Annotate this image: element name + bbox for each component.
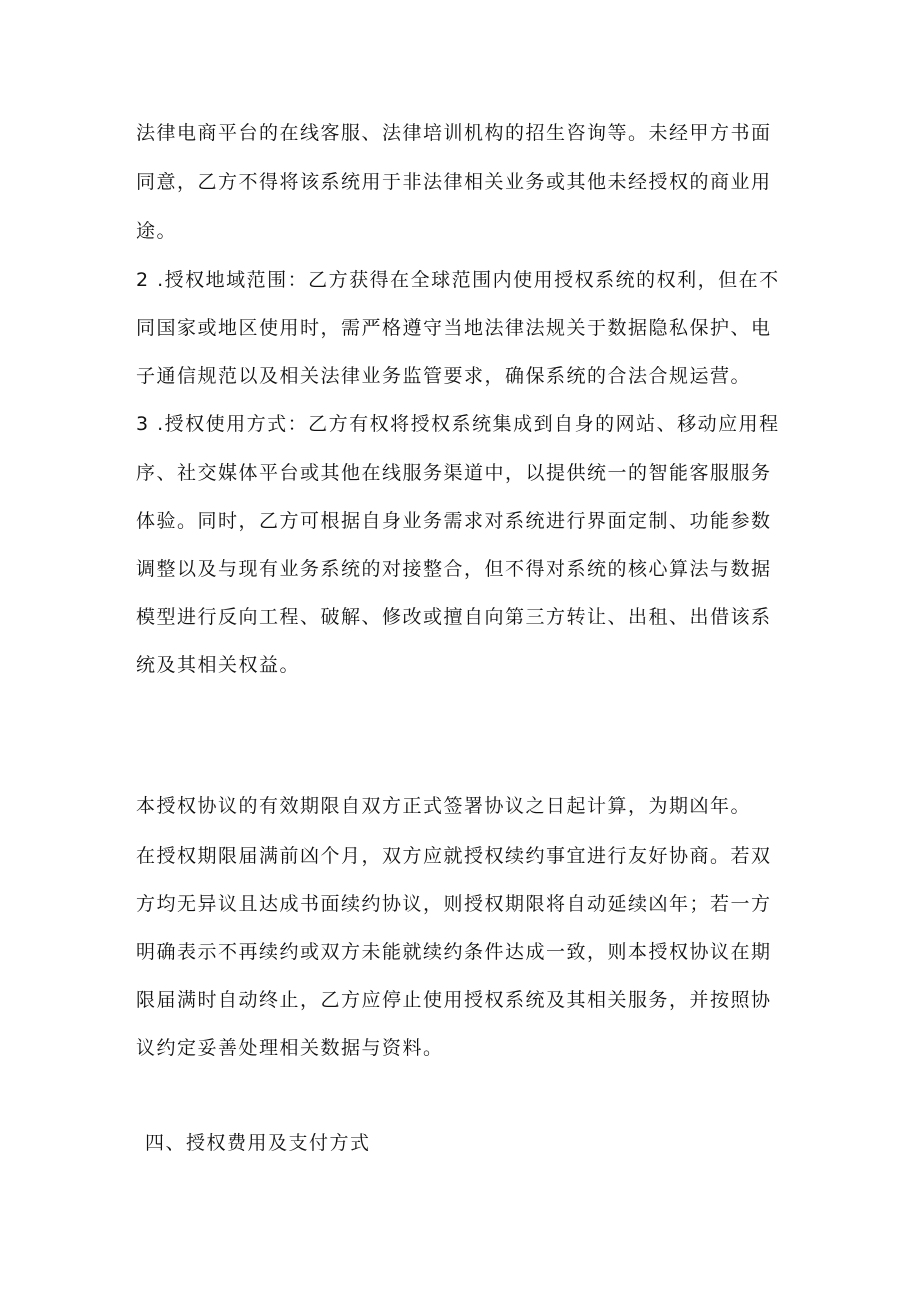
term-line-2: 在授权期限届满前凶个月，双方应就授权续约事宜进行友好协商。若双 <box>136 845 772 867</box>
clause-2-line-3: 子通信规范以及相关法律业务监管要求，确保系统的合法合规运营。 <box>136 365 752 387</box>
term-line-3: 方均无异议且达成书面续约协议，则授权期限将自动延续凶年；若一方 <box>136 893 772 915</box>
clause-3-line-6: 统及其相关权益。 <box>136 654 301 676</box>
clause-3-line-3: 体验。同时，乙方可根据自身业务需求对系统进行界面定制、功能参数 <box>136 510 772 532</box>
term-line-4: 明确表示不再续约或双方未能就续约条件达成一致，则本授权协议在期 <box>136 941 772 963</box>
clause-3-line-2: 序、社交媒体平台或其他在线服务渠道中，以提供统一的智能客服服务 <box>136 462 772 484</box>
clause-3-line-5: 模型进行反向工程、破解、修改或擅自向第三方转让、出租、出借该系 <box>136 606 772 628</box>
term-line-6: 议约定妥善处理相关数据与资料。 <box>136 1037 444 1059</box>
clause-3-line-4: 调整以及与现有业务系统的对接整合，但不得对系统的核心算法与数据 <box>136 558 772 580</box>
scope-line-3: 途。 <box>136 220 178 242</box>
scope-line-2: 同意，乙方不得将该系统用于非法律相关业务或其他未经授权的商业用 <box>136 171 772 193</box>
term-line-5: 限届满时自动终止，乙方应停止使用授权系统及其相关服务，并按照协 <box>136 989 772 1011</box>
scope-line-1: 法律电商平台的在线客服、法律培训机构的招生咨询等。未经甲方书面 <box>136 122 772 144</box>
section-heading: 四、授权费用及支付方式 <box>145 1132 371 1154</box>
term-line-1: 本授权协议的有效期限自双方正式签署协议之日起计算，为期凶年。 <box>136 795 752 817</box>
clause-2-line-2: 同国家或地区使用时，需严格遵守当地法律法规关于数据隐私保护、电 <box>136 317 772 339</box>
clause-3-line-1: 3 .授权使用方式：乙方有权将授权系统集成到自身的网站、移动应用程 <box>136 413 780 435</box>
clause-2-line-1: 2 .授权地域范围：乙方获得在全球范围内使用授权系统的权利，但在不 <box>136 269 780 291</box>
